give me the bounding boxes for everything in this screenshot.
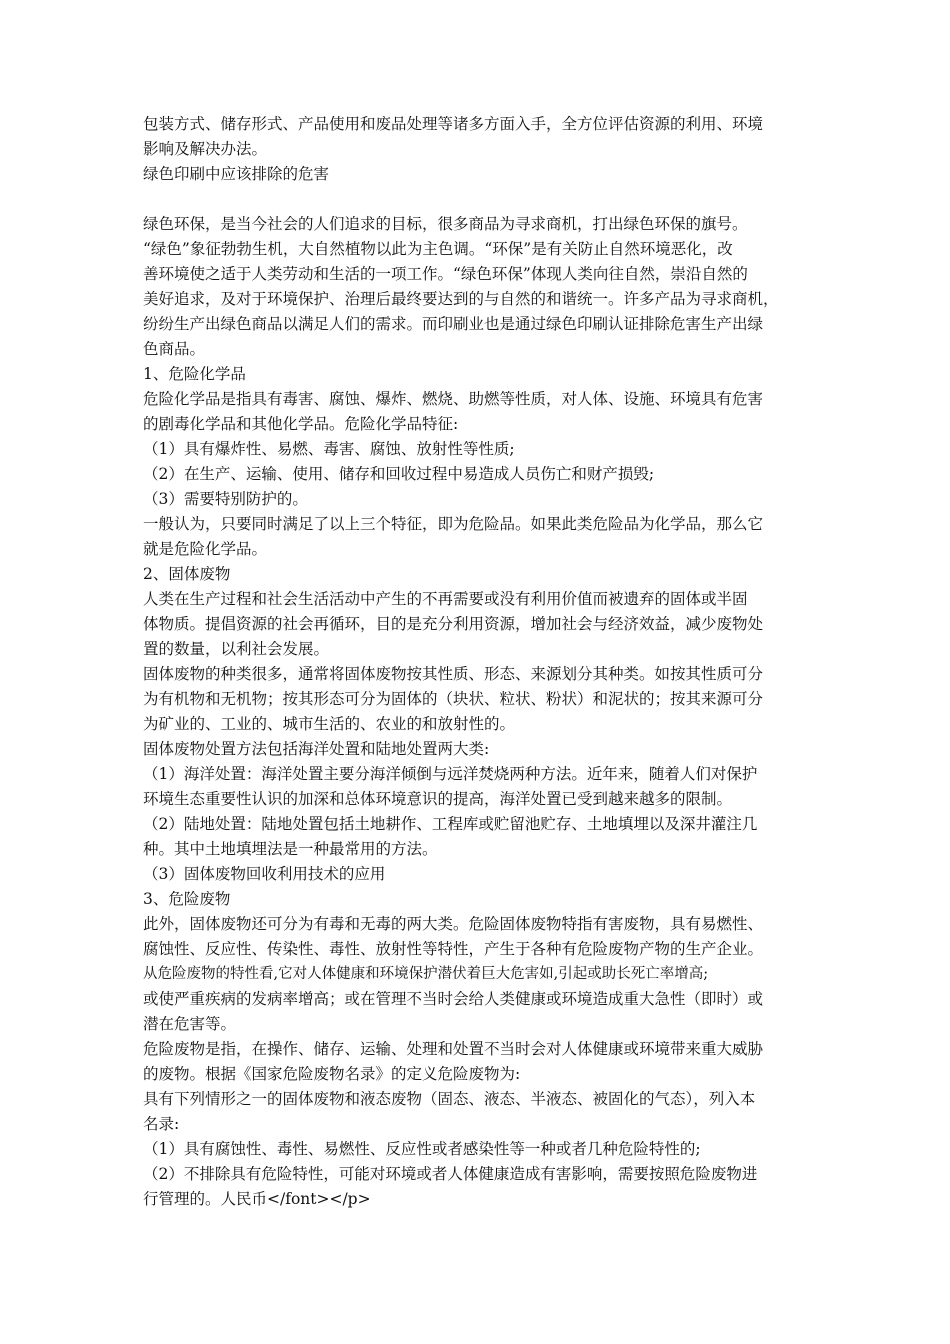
text-line: 体物质。提倡资源的社会再循环，目的是充分利用资源，增加社会与经济效益，减少废物处: [143, 615, 764, 633]
list-item: （2）陆地处置：陆地处置包括土地耕作、工程库或贮留池贮存、土地填埋以及深井灌注几: [143, 815, 758, 833]
text-line: 善环境使之适于人类劳动和生活的一项工作。“绿色环保”体现人类向往自然，崇沿自然的: [143, 265, 748, 283]
text-line: 人类在生产过程和社会生活活动中产生的不再需要或没有利用价值而被遗弃的固体或半固: [143, 590, 748, 608]
list-item: （1）海洋处置：海洋处置主要分海洋倾倒与远洋焚烧两种方法。近年来，随着人们对保护: [143, 765, 758, 783]
text-line: 影响及解决办法。: [143, 140, 268, 158]
text-line: 从危险废物的特性看,它对人体健康和环境保护潜伏着巨大危害如,引起或助长死亡率增高;: [143, 966, 709, 982]
document-body: [143, 112, 809, 1212]
list-item: （3）固体废物回收利用技术的应用: [143, 865, 386, 883]
text-line: 置的数量，以利社会发展。: [143, 640, 330, 658]
text-line: 包装方式、储存形式、产品使用和废品处理等诸多方面入手，全方位评估资源的利用、环境: [143, 115, 764, 133]
text-line: 或使严重疾病的发病率增高；或在管理不当时会给人类健康或环境造成重大急性（即时）或: [143, 990, 764, 1008]
text-line: 名录:: [143, 1115, 180, 1133]
text-line: “绿色”象征勃勃生机，大自然植物以此为主色调。“环保”是有关防止自然环境恶化，改: [143, 240, 733, 258]
text-line: 的剧毒化学品和其他化学品。危险化学品特征:: [143, 415, 459, 433]
list-item: （2）在生产、运输、使用、储存和回收过程中易造成人员伤亡和财产损毁;: [143, 465, 655, 483]
list-item: （1）具有腐蚀性、毒性、易燃性、反应性或者感染性等一种或者几种危险特性的;: [143, 1140, 701, 1158]
text-line: 种。其中土地填埋法是一种最常用的方法。: [143, 840, 438, 858]
list-item: （1）具有爆炸性、易燃、毒害、腐蚀、放射性等性质;: [143, 440, 515, 458]
text-line: 此外，固体废物还可分为有毒和无毒的两大类。危险固体废物特指有害废物，具有易燃性、: [143, 915, 764, 933]
list-item: （2）不排除具有危险特性，可能对环境或者人体健康造成有害影响，需要按照危险废物进: [143, 1165, 758, 1183]
text-line: 的废物。根据《国家危险废物名录》的定义危险废物为:: [143, 1065, 521, 1083]
text-line: 危险化学品是指具有毒害、腐蚀、爆炸、燃烧、助燃等性质，对人体、设施、环境具有危害: [143, 390, 764, 408]
text-line: 固体废物的种类很多，通常将固体废物按其性质、形态、来源划分其种类。如按其性质可分: [143, 665, 764, 683]
text-line: 固体废物处置方法包括海洋处置和陆地处置两大类:: [143, 740, 490, 758]
text-line: 色商品。: [143, 340, 206, 358]
text-line: 具有下列情形之一的固体废物和液态废物（固态、液态、半液态、被固化的气态），列入本: [143, 1090, 756, 1108]
section-title: 绿色印刷中应该排除的危害: [143, 165, 330, 183]
blank-line: [143, 187, 809, 212]
text-line: 行管理的。人民币</font></p>: [143, 1190, 371, 1208]
text-line: 危险废物是指，在操作、储存、运输、处理和处置不当时会对人体健康或环境带来重大威胁: [143, 1040, 764, 1058]
text-line: 潜在危害等。: [143, 1015, 237, 1033]
text-line: 一般认为，只要同时满足了以上三个特征，即为危险品。如果此类危险品为化学品，那么它: [143, 515, 764, 533]
section-heading: 2、固体废物: [143, 565, 231, 583]
text-line: 就是危险化学品。: [143, 540, 268, 558]
text-line: 纷纷生产出绿色商品以满足人们的需求。而印刷业也是通过绿色印刷认证排除危害生产出绿: [143, 315, 764, 333]
text-line: 为矿业的、工业的、城市生活的、农业的和放射性的。: [143, 715, 516, 733]
section-heading: 3、危险废物: [143, 890, 231, 908]
text-line: 环境生态重要性认识的加深和总体环境意识的提高，海洋处置已受到越来越多的限制。: [143, 790, 733, 808]
text-line: 为有机物和无机物；按其形态可分为固体的（块状、粒状、粉状）和泥状的；按其来源可分: [143, 690, 764, 708]
text-line: 腐蚀性、反应性、传染性、毒性、放射性等特性，产生于各种有危险废物产物的生产企业。: [143, 940, 764, 958]
text-line: 绿色环保，是当今社会的人们追求的目标，很多商品为寻求商机，打出绿色环保的旗号。: [143, 215, 748, 233]
text-line: 美好追求，及对于环境保护、治理后最终要达到的与自然的和谐统一。许多产品为寻求商机，: [143, 290, 779, 308]
section-heading: 1、危险化学品: [143, 365, 246, 383]
list-item: （3）需要特别防护的。: [143, 490, 308, 508]
